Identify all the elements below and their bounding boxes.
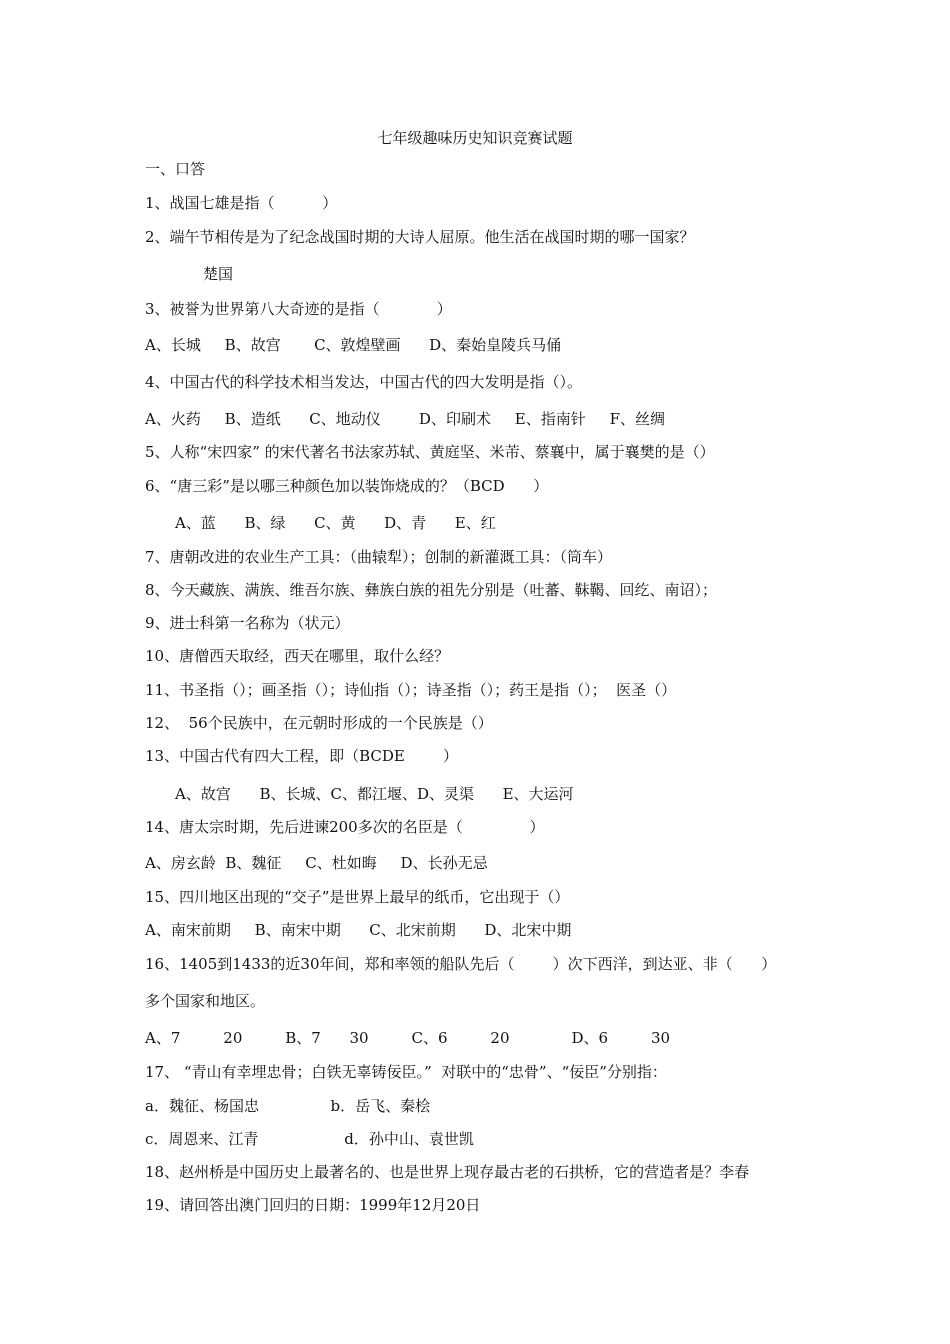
question-18: 18、赵州桥是中国历史上最著名的、也是世界上现存最古老的石拱桥，它的营造者是？李春 xyxy=(145,1163,750,1181)
question-11: 11、书圣指（）；画圣指（）；诗仙指（）；诗圣指（）；药王是指（）； 医圣（） xyxy=(145,681,677,699)
question-8: 8、今天藏族、满族、维吾尔族、彝族白族的祖先分别是（吐蕃、靺鞨、回纥、南诏）； xyxy=(145,581,718,599)
question-14: 14、唐太宗时期，先后进谏200多次的名臣是（ ） xyxy=(145,818,545,836)
question-16: 16、1405到1433的近30年间，郑和率领的船队先后（ ）次下西洋，到达亚、非（ ） xyxy=(145,955,777,973)
question-12: 12、 56个民族中，在元朝时形成的一个民族是（） xyxy=(145,714,493,732)
question-9: 9、进士科第一名称为（状元） xyxy=(145,614,350,632)
section-heading: 一、口答 xyxy=(145,160,206,178)
question-19: 19、请回答出澳门回归的日期：1999年12月20日 xyxy=(145,1196,481,1214)
question-17: 17、 “青山有幸埋忠骨；白铁无辜铸佞臣。” 对联中的“忠骨”、“佞臣”分别指： xyxy=(145,1063,667,1081)
options-3: A、长城 B、故宫 C、敦煌壁画 D、秦始皇陵兵马俑 xyxy=(145,336,562,354)
options-17-ab: a．魏征、杨国忠 b．岳飞、秦桧 xyxy=(145,1097,431,1115)
options-13: A、故宫 B、长城、C、都江堰、D、灵渠 E、大运河 xyxy=(175,785,574,803)
question-4: 4、中国古代的科学技术相当发达，中国古代的四大发明是指（）。 xyxy=(145,373,583,391)
question-1: 1、战国七雄是指（ ） xyxy=(145,194,338,212)
options-4: A、火药 B、造纸 C、地动仪 D、印刷术 E、指南针 F、丝绸 xyxy=(145,410,665,428)
question-7: 7、唐朝改进的农业生产工具：（曲辕犁）；创制的新灌溉工具：（筒车） xyxy=(145,548,613,566)
question-6: 6、“唐三彩”是以哪三种颜色加以装饰烧成的？（BCD ） xyxy=(145,477,549,495)
question-16-continued: 多个国家和地区。 xyxy=(145,992,266,1010)
options-14: A、房玄龄 B、魏征 C、杜如晦 D、长孙无忌 xyxy=(145,854,488,872)
question-5: 5、人称“宋四家” 的宋代著名书法家苏轼、黄庭坚、米芾、蔡襄中，属于襄樊的是（） xyxy=(145,443,715,461)
question-10: 10、唐僧西天取经，西天在哪里，取什么经？ xyxy=(145,647,450,665)
question-3: 3、被誉为世界第八大奇迹的是指（ ） xyxy=(145,300,452,318)
options-17-cd: c．周恩来、江青 d．孙中山、袁世凯 xyxy=(145,1130,474,1148)
question-13: 13、中国古代有四大工程，即（BCDE ） xyxy=(145,747,458,765)
options-16: A、7 20 B、7 30 C、6 20 D、6 30 xyxy=(145,1029,671,1047)
question-2: 2、端午节相传是为了纪念战国时期的大诗人屈原。他生活在战国时期的哪一国家？ xyxy=(145,228,695,246)
document-title: 七年级趣味历史知识竞赛试题 xyxy=(377,129,573,147)
options-6: A、蓝 B、绿 C、黄 D、青 E、红 xyxy=(175,514,496,532)
options-15: A、南宋前期 B、南宋中期 C、北宋前期 D、北宋中期 xyxy=(145,921,572,939)
answer-2: 楚国 xyxy=(203,265,234,283)
question-15: 15、四川地区出现的“交子”是世界上最早的纸币，它出现于（） xyxy=(145,888,570,906)
